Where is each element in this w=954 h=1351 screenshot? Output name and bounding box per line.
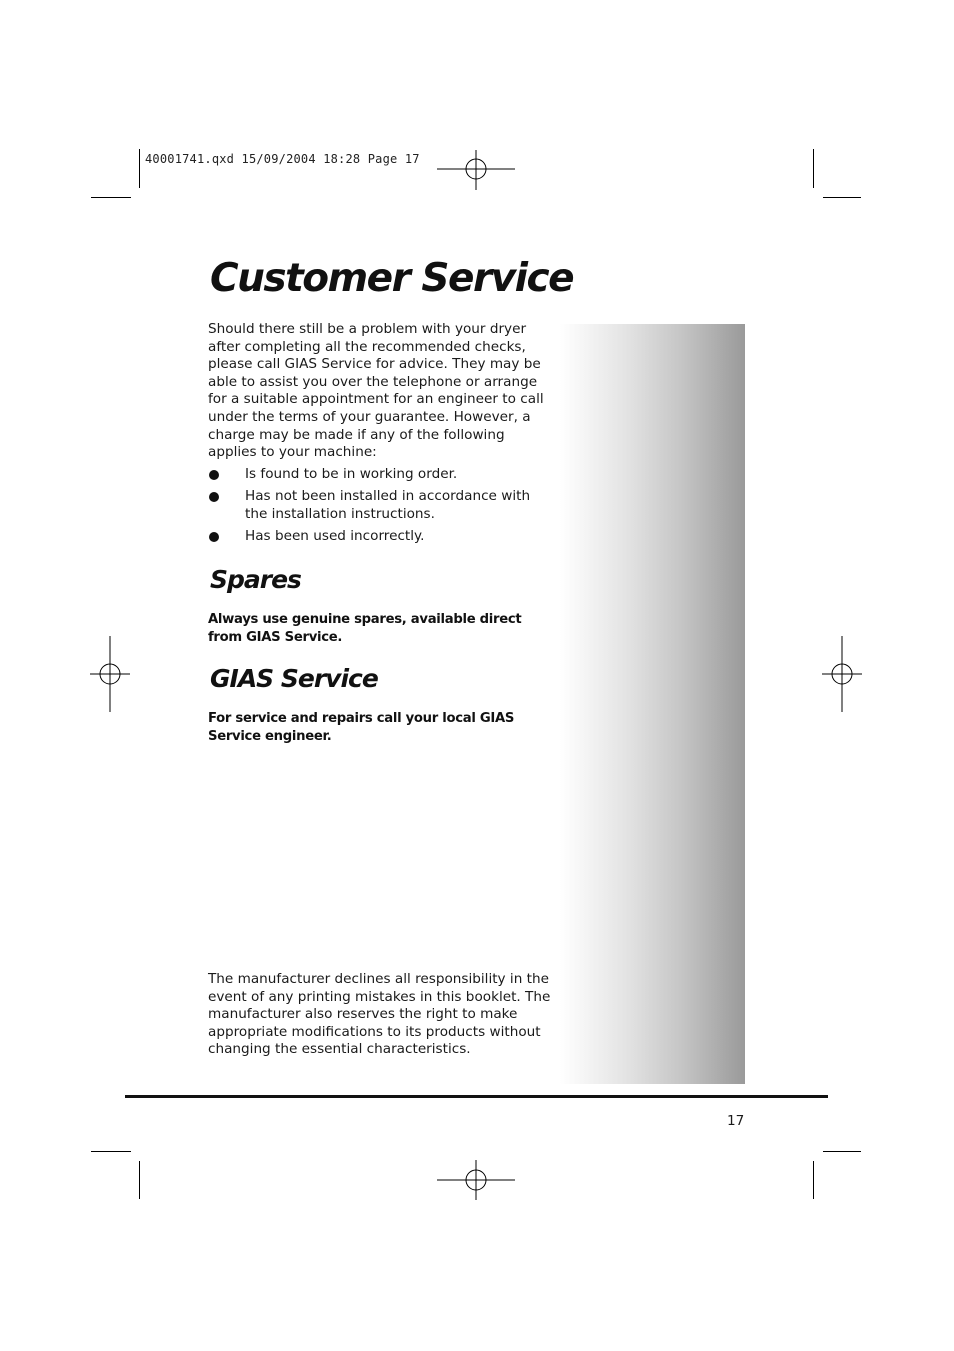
gias-service-heading: GIAS Service: [210, 664, 378, 693]
spares-heading: Spares: [210, 565, 301, 594]
charge-conditions-list: [208, 466, 553, 550]
bullet-icon: [209, 470, 219, 480]
intro-paragraph: Should there still be a problem with your dryer after completing all the recommended checks, please call GIAS Service for advice. They may be able to assist you over the telephone or arrange for a suitable appointment for an engineer to call under the terms of your guarantee. However, a charge may be made if any of the following applies to your machine:: [208, 321, 544, 461]
side-gradient-band: [560, 324, 745, 1084]
registration-mark-icon: [437, 1160, 515, 1200]
printer-slug: 40001741.qxd 15/09/2004 18:28 Page 17: [145, 152, 420, 166]
bullet-icon: [209, 532, 219, 542]
list-item: Has not been installed in accordance with the installation instructions.: [208, 488, 553, 523]
page-number: 17: [727, 1113, 745, 1129]
gias-service-text: For service and repairs call your local GIAS Service engineer.: [208, 711, 515, 744]
registration-mark-icon: [437, 150, 515, 190]
footer-rule: [125, 1095, 828, 1098]
disclaimer-paragraph: The manufacturer declines all responsibility in the event of any printing mistakes in this booklet. The manufacturer also reserves the right to make appropriate modifications to its products without changing the essential characteristics.: [208, 971, 551, 1058]
page-title: Customer Service: [210, 256, 574, 301]
registration-mark-icon: [90, 636, 130, 712]
list-item: Has been used incorrectly.: [208, 528, 553, 546]
spares-text: Always use genuine spares, available direct from GIAS Service.: [208, 612, 522, 645]
list-item: Is found to be in working order.: [208, 466, 553, 484]
bullet-icon: [209, 492, 219, 502]
registration-mark-icon: [822, 636, 862, 712]
